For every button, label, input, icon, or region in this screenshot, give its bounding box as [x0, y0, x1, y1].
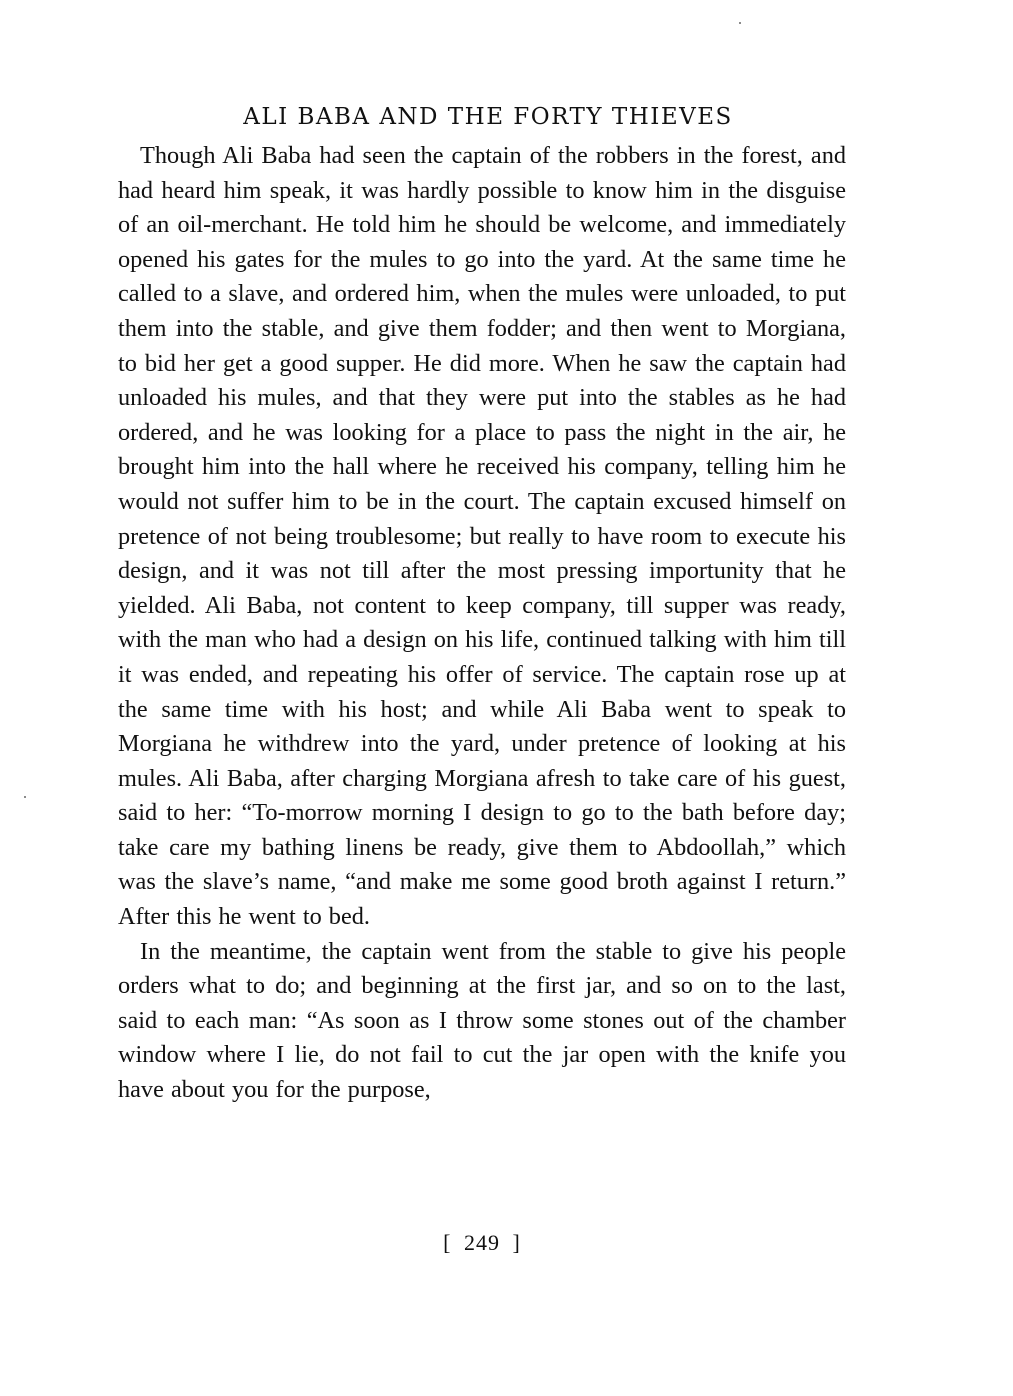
folio-open-bracket: [ [443, 1230, 452, 1255]
paragraph-2: In the meantime, the captain went from the stable to give his people orders what to do; and beginning at the first jar, and so on to the last, said to each man: “As soon as I throw some stones out of the chamber window where I lie, do not fail to cut the jar open with the knife you have about you for the purpose, [118, 937, 846, 1104]
folio-close-bracket: ] [512, 1230, 521, 1255]
folio-number: 249 [464, 1230, 500, 1255]
paragraph-1: Though Ali Baba had seen the captain of the robbers in the forest, and had heard him speak, it was hardly possible to know him in the disguise of an oil-merchant. He told him he should be welcome, and immediately opened his gates for the mules to go into the yard. At the same time he called to a slave, and ordered him, when the mules were unloaded, to put them into the stable, and give them fodder; and then went to Morgiana, to bid her get a good supper. He did more. When he saw the captain had unloaded his mules, and that they were put into the stables as he had ordered, and he was looking for a place to pass the night in the air, he brought him into the hall where he received his company, telling him he would not suffer him to be in the court. The captain excused himself on pretence of not being troublesome; but really to have room to execute his design, and it was not till after the most pressing importunity that he yielded. Ali Baba, not content to keep company, till supper was ready, with the man who had a design on his life, continued talking with him till it was ended, and repeating his offer of service. The captain rose up at the same time with his host; and while Ali Baba went to speak to Morgiana he withdrew into the yard, under pretence of looking at his mules. Ali Baba, after charging Morgiana afresh to take care of his guest, said to her: “To-morrow morning I design to go to the bath before day; take care my bathing linens be ready, give them to Abdoollah,” which was the slave’s name, “and make me some good broth against I return.” After this he went to bed. [118, 142, 846, 931]
book-page [118, 96, 846, 1255]
scan-speck [24, 796, 26, 798]
page-number [118, 1230, 846, 1256]
scan-speck [739, 22, 741, 24]
running-head: ALI BABA AND THE FORTY THIEVES [243, 104, 733, 130]
